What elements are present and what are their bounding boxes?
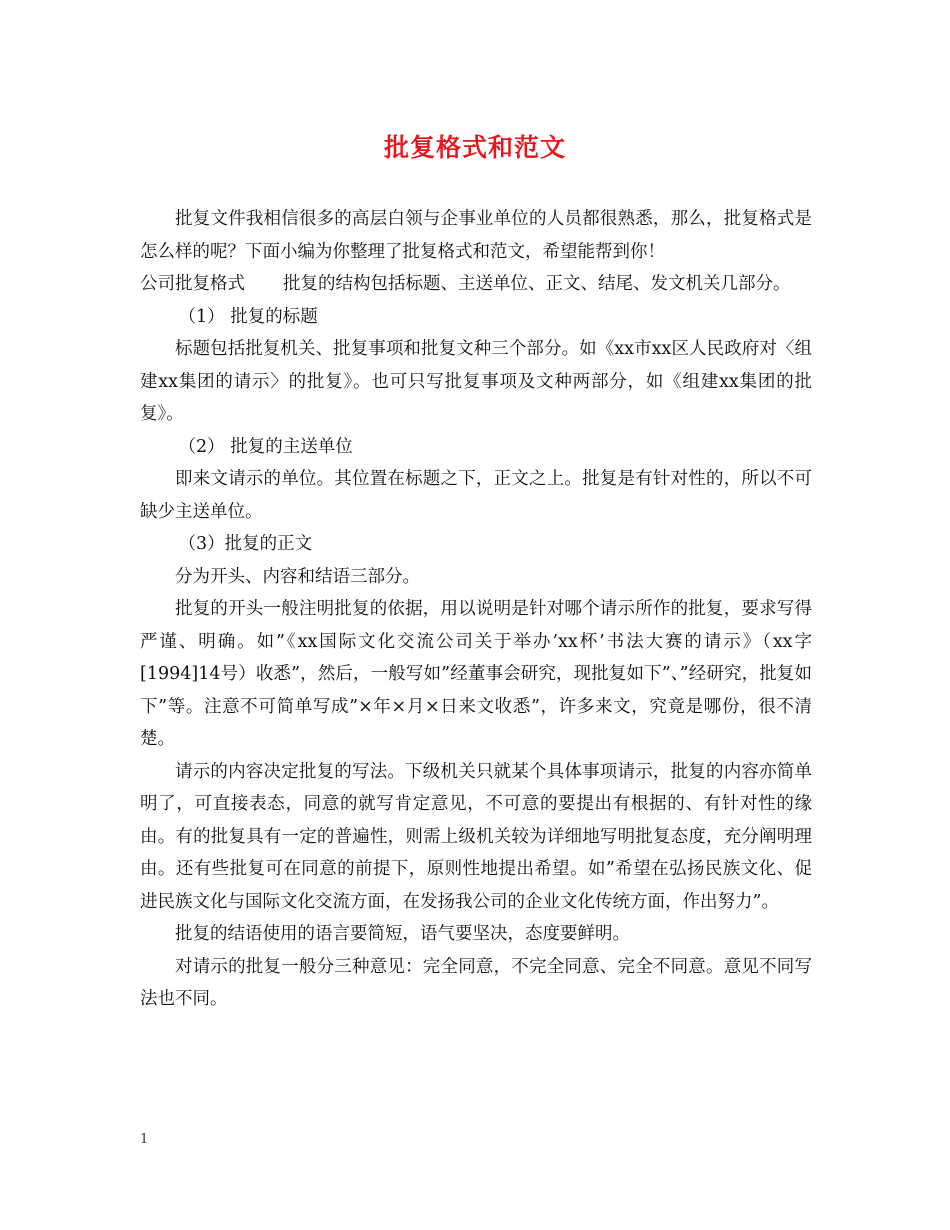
item3-paragraph: 分为开头、内容和结语三部分。	[175, 566, 420, 587]
opening-paragraph: 批复的开头一般注明批复的依据，用以说明是针对哪个请示所作的批复，要求写得严谨、明确。如”《xx国际文化交流公司关于举办’xx杯’书法大赛的请示》（xx字[1994]14号）收悉”，然后，一般写如”经董事会研究，现批复如下”、”经研究，批复如下”等。注意不可简单写成”×年×月×日来文收悉”，许多来文，究竟是哪份，很不清楚。	[140, 599, 812, 749]
section-label: 公司批复格式	[140, 274, 245, 294]
content-paragraph: 请示的内容决定批复的写法。下级机关只就某个具体事项请示，批复的内容亦简单明了，可直接表态，同意的就写肯定意见，不可意的要提出有根据的、有针对性的缘由。有的批复具有一定的普遍性，则需上级机关较为详细地写明批复态度，充分阐明理由。还有些批复可在同意的前提下，原则性地提出希望。如”希望在弘扬民族文化、促进民族文化与国际文化交流方面，在发扬我公司的企业文化传统方面，作出努力”。	[140, 761, 812, 912]
document-title: 批复格式和范文	[383, 133, 566, 162]
document-body	[140, 203, 812, 1016]
item2-heading: （2） 批复的主送单位	[178, 436, 353, 457]
intro-paragraph: 批复文件我相信很多的高层白领与企事业单位的人员都很熟悉，那么，批复格式是怎么样的呢？下面小编为你整理了批复格式和范文，希望能帮到你！	[140, 209, 812, 262]
item2-paragraph: 即来文请示的单位。其位置在标题之下，正文之上。批复是有针对性的，所以不可缺少主送单位。	[140, 469, 812, 522]
item3-heading: （3）批复的正文	[178, 534, 313, 554]
section-line	[140, 268, 812, 301]
closing-paragraph: 批复的结语使用的语言要简短，语气要坚决，态度要鲜明。	[175, 924, 630, 944]
opinions-paragraph: 对请示的批复一般分三种意见：完全同意，不完全同意、完全不同意。意见不同写法也不同。	[140, 956, 812, 1009]
page-number: 1	[140, 1132, 149, 1147]
section-text: 批复的结构包括标题、主送单位、正文、结尾、发文机关几部分。	[283, 274, 791, 294]
item1-heading: （1） 批复的标题	[178, 306, 318, 327]
item1-paragraph: 标题包括批复机关、批复事项和批复文种三个部分。如《xx市xx区人民政府对〈组建xx集团的请示〉的批复》。也可只写批复事项及文种两部分，如《组建xx集团的批复》。	[140, 339, 812, 424]
